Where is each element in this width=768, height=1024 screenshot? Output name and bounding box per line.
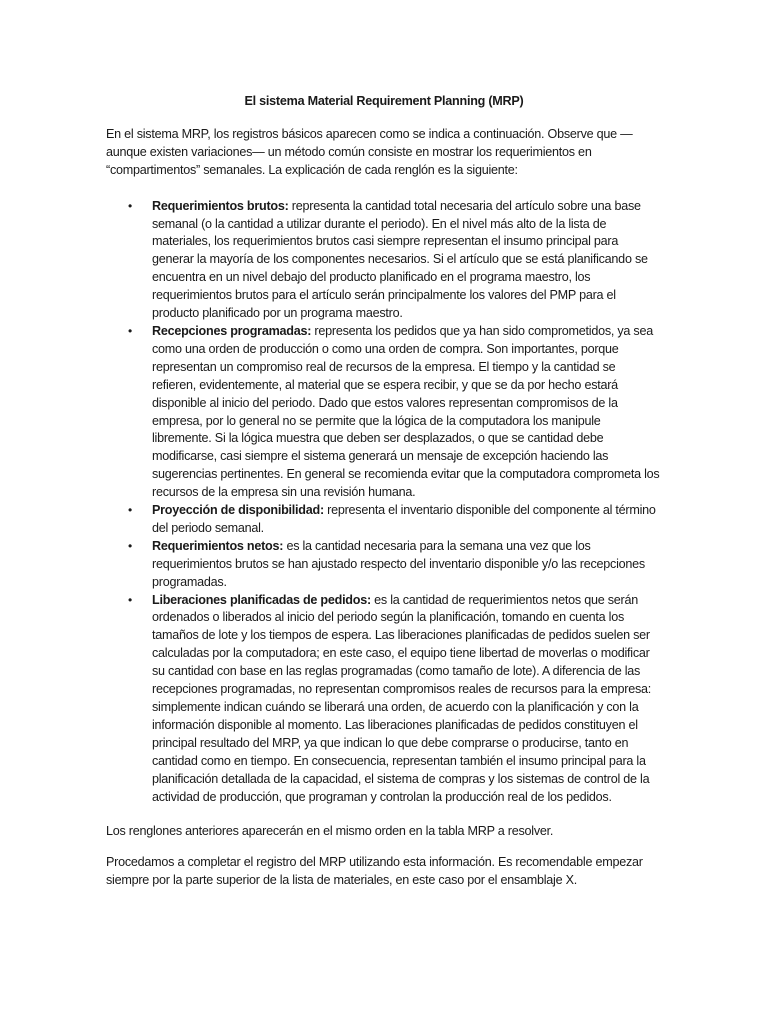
document-title: El sistema Material Requirement Planning (MRP) <box>244 94 524 108</box>
list-item-liberaciones-planificadas <box>106 592 662 807</box>
bullet-icon: • <box>128 323 132 338</box>
closing-paragraph-2: Procedamos a completar el registro del MRP utilizando esta información. Es recomendable empezar siempre por la parte superior de la lista de materiales, en este caso por el ensamblaje X. <box>106 855 643 888</box>
item-text: es la cantidad de requerimientos netos que serán ordenados o liberados al inicio del periodo según la planificación, tomando en cuenta los tamaños de lote y los tiempos de espera. Las liberaciones planificadas de pedidos suelen ser calculadas por la computadora; en este caso, el equipo tiene libertad de moverlas o modificar su cantidad con base en las reglas programadas (como tamaño de lote). A diferencia de las recepciones programadas, no representan compromisos reales de recursos para la empresa: simplemente indican cuándo se liberará una orden, de acuerdo con la planificación y con la información disponible al momento. Las liberaciones planificadas de pedidos constituyen el principal resultado del MRP, ya que indican lo que debe comprarse o producirse, tanto en cantidad como en tiempo. En consecuencia, representan también el insumo principal para la planificación detallada de la capacidad, el sistema de compras y los sistemas de control de la actividad de producción, que programan y controlan la producción real de los pedidos. <box>152 592 652 804</box>
bullet-icon: • <box>128 503 132 518</box>
item-text: representa el inventario disponible del componente al término del periodo semanal. <box>152 503 656 535</box>
item-term: Proyección de disponibilidad: <box>152 503 324 518</box>
definitions-list <box>106 198 662 807</box>
list-item-requerimientos-netos <box>106 538 662 592</box>
list-item-requerimientos-brutos <box>106 198 662 323</box>
item-term: Liberaciones planificadas de pedidos: <box>152 592 371 607</box>
item-text: representa la cantidad total necesaria del artículo sobre una base semanal (o la cantidad a utilizar durante el periodo). En el nivel más alto de la lista de materiales, los requerimientos brutos casi siempre representan el insumo principal para generar la mayoría de los componentes necesarios. Si el artículo que se está planificando se encuentra en un nivel debajo del producto planificado en el programa maestro, los requerimientos brutos para el artículo serán principalmente los valores del PMP para el producto planificado por un programa maestro. <box>152 198 648 321</box>
item-term: Requerimientos netos: <box>152 538 284 553</box>
document-page <box>106 93 662 903</box>
bullet-icon: • <box>128 198 132 213</box>
item-text: es la cantidad necesaria para la semana una vez que los requerimientos brutos se han ajustado respecto del inventario disponible y/o las recepciones programadas. <box>152 538 645 589</box>
item-term: Recepciones programadas: <box>152 323 312 338</box>
list-item-proyeccion-disponibilidad <box>106 502 662 538</box>
item-text: representa los pedidos que ya han sido comprometidos, ya sea como una orden de producción o como una orden de compra. Son importantes, porque representan un compromiso real de recursos de la empresa. El tiempo y la cantidad se refieren, evidentemente, al material que se espera recibir, y que se da por hecho estará disponible al inicio del periodo. Dado que estos valores representan compromisos de la empresa, por lo general no se permite que la lógica de la computadora los manipule libremente. Si la lógica muestra que deben ser desplazados, o que se cantidad debe modificarse, casi siempre el sistema generará un mensaje de excepción haciendo las sugerencias pertinentes. En general se recomienda evitar que la computadora comprometa los recursos de la empresa sin una revisión humana. <box>152 323 660 500</box>
closing-paragraph-1: Los renglones anteriores aparecerán en el mismo orden en la tabla MRP a resolver. <box>106 824 554 839</box>
item-term: Requerimientos brutos: <box>152 198 289 213</box>
intro-paragraph: En el sistema MRP, los registros básicos aparecen como se indica a continuación. Observe que —aunque existen variaciones— un método común consiste en mostrar los requerimientos en “compartimentos” semanales. La explicación de cada renglón es la siguiente: <box>106 126 633 177</box>
bullet-icon: • <box>128 592 132 607</box>
bullet-icon: • <box>128 538 132 553</box>
list-item-recepciones-programadas <box>106 323 662 502</box>
